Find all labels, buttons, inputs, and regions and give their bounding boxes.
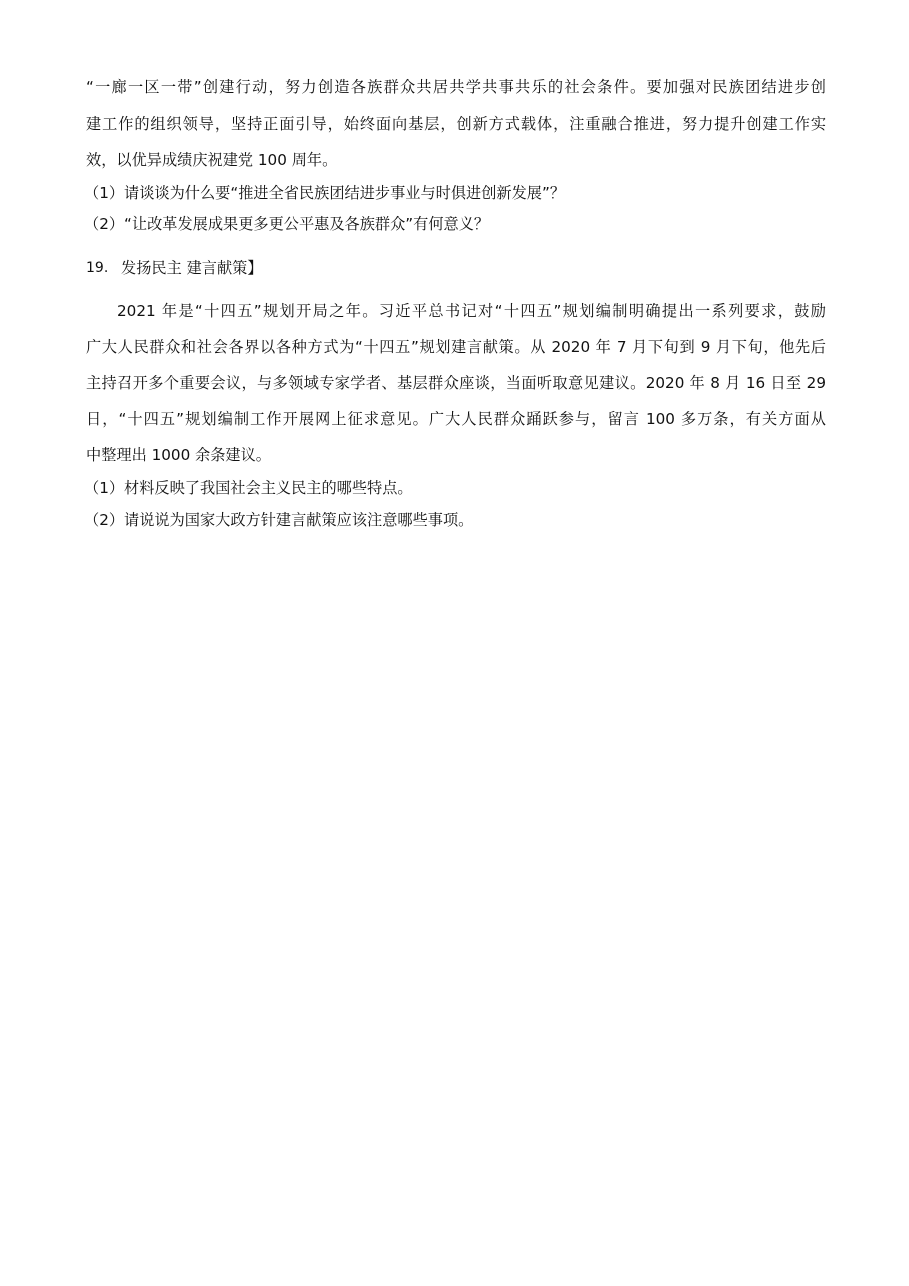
q19-title: 发扬民主 建言献策】 bbox=[121, 259, 263, 277]
q19-material-line-1: 2021 年是“十四五”规划开局之年。习近平总书记对“十四五”规划编制明确提出一系列要求，鼓励 bbox=[117, 302, 826, 320]
q18-sub-question-1: （1）请谈谈为什么要“推进全省民族团结进步事业与时俱进创新发展”？ bbox=[84, 184, 566, 202]
q19-sub-question-2: （2）请说说为国家大政方针建言献策应该注意哪些事项。 bbox=[84, 511, 474, 529]
q18-sub-question-2: （2）“让改革发展成果更多更公平惠及各族群众”有何意义？ bbox=[84, 215, 490, 233]
q19-material-line-3: 主持召开多个重要会议，与多领域专家学者、基层群众座谈，当面听取意见建议。2020 年 8 月 16 日至 29 bbox=[86, 374, 826, 392]
q19-number: 19. bbox=[86, 260, 109, 276]
q19-material-line-5: 中整理出 1000 余条建议。 bbox=[86, 446, 271, 464]
q18-material-line-3: 效，以优异成绩庆祝建党 100 周年。 bbox=[86, 151, 338, 169]
q19-material-line-2: 广大人民群众和社会各界以各种方式为“十四五”规划建言献策。从 2020 年 7 月下旬到 9 月下旬，他先后 bbox=[86, 338, 826, 356]
q19-sub-question-1: （1）材料反映了我国社会主义民主的哪些特点。 bbox=[84, 479, 413, 497]
q18-material-line-1: “一廊一区一带”创建行动，努力创造各族群众共居共学共事共乐的社会条件。要加强对民族团结进步创 bbox=[86, 78, 826, 96]
q18-material-line-2: 建工作的组织领导，坚持正面引导，始终面向基层，创新方式载体，注重融合推进，努力提升创建工作实 bbox=[86, 115, 826, 133]
q19-material-line-4: 日，“十四五”规划编制工作开展网上征求意见。广大人民群众踊跃参与，留言 100 多万条，有关方面从 bbox=[86, 410, 826, 428]
